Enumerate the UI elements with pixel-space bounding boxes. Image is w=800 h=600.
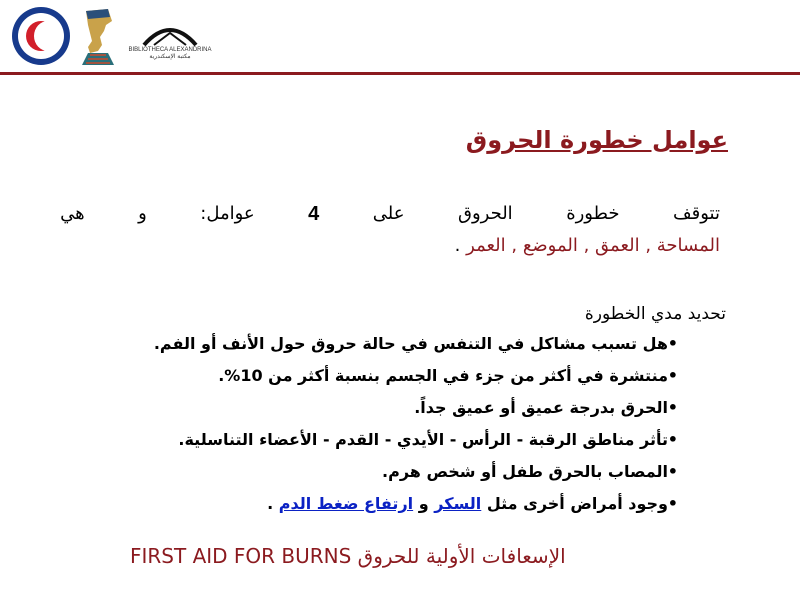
header-divider [0,72,800,75]
list-item-text: منتشرة في أكثر من جزء في الجسم بنسبة أكثر من 10%. [218,366,668,385]
list-item [100,424,678,456]
list-item [100,328,678,360]
severity-section [100,300,726,520]
bibalex-lettering-ar: مكتبة الإسكندرية [149,54,191,60]
bullet-dot: • [667,334,678,353]
nefertiti-logo [78,7,118,65]
intro-paragraph [60,198,720,262]
intro-line-1 [60,198,720,230]
logo-strip [12,8,214,64]
diabetes-link[interactable]: السكر [434,494,482,513]
intro-factors-list: المساحة , العمق , الموضع , العمر [466,235,720,256]
intro-word: خطورة [566,203,620,224]
intro-word: و [138,203,147,224]
list-item [100,488,678,520]
bullet-dot: • [667,398,678,417]
list-item-text: الحرق بدرجة عميق أو عميق جداً. [414,398,668,417]
list-item [100,392,678,424]
list-item [100,456,678,488]
bibalex-arc-icon [140,23,200,47]
list-item-conjunction: و [418,494,429,513]
intro-line-2 [60,230,720,262]
list-item-text: وجود أمراض أخرى مثل [486,494,668,513]
list-item [100,360,678,392]
list-item-end-dot: . [267,494,274,513]
section-heading: تحديد مدي الخطورة [584,304,726,324]
bullet-dot: • [667,366,678,385]
bullet-dot: • [667,462,678,481]
intro-end-dot: . [454,235,461,256]
list-item-text: هل تسبب مشاكل في التنفس في حالة حروق حول الأنف أو الفم. [153,334,668,353]
list-item-text: المصاب بالحرق طفل أو شخص هرم. [382,462,668,481]
intro-word: على [372,203,405,224]
footer-caption: الإسعافات الأولية للحروق FIRST AID FOR BURNS [130,544,566,568]
bibalex-logo [126,11,214,61]
bullet-dot: • [667,494,678,513]
severity-list [100,328,678,520]
red-crescent-logo [12,7,70,65]
intro-word: الحروق [457,203,513,224]
hypertension-link[interactable]: ارتفاع ضغط الدم [278,494,414,513]
list-item-text: تأثر مناطق الرقبة - الرأس - الأيدي - القدم - الأعضاء التناسلية. [178,430,668,449]
intro-word: عوامل: [200,203,255,224]
bibalex-lettering-en: BIBLIOTHECA ALEXANDRINA [128,47,212,53]
bullet-dot: • [667,430,678,449]
intro-word: هي [60,203,85,224]
intro-word: تتوقف [673,203,720,224]
slide-header [0,0,800,72]
crescent-cutout [34,21,62,51]
intro-factor-count: 4 [308,203,320,225]
page-title: عوامل خطورة الحروق [465,126,728,154]
